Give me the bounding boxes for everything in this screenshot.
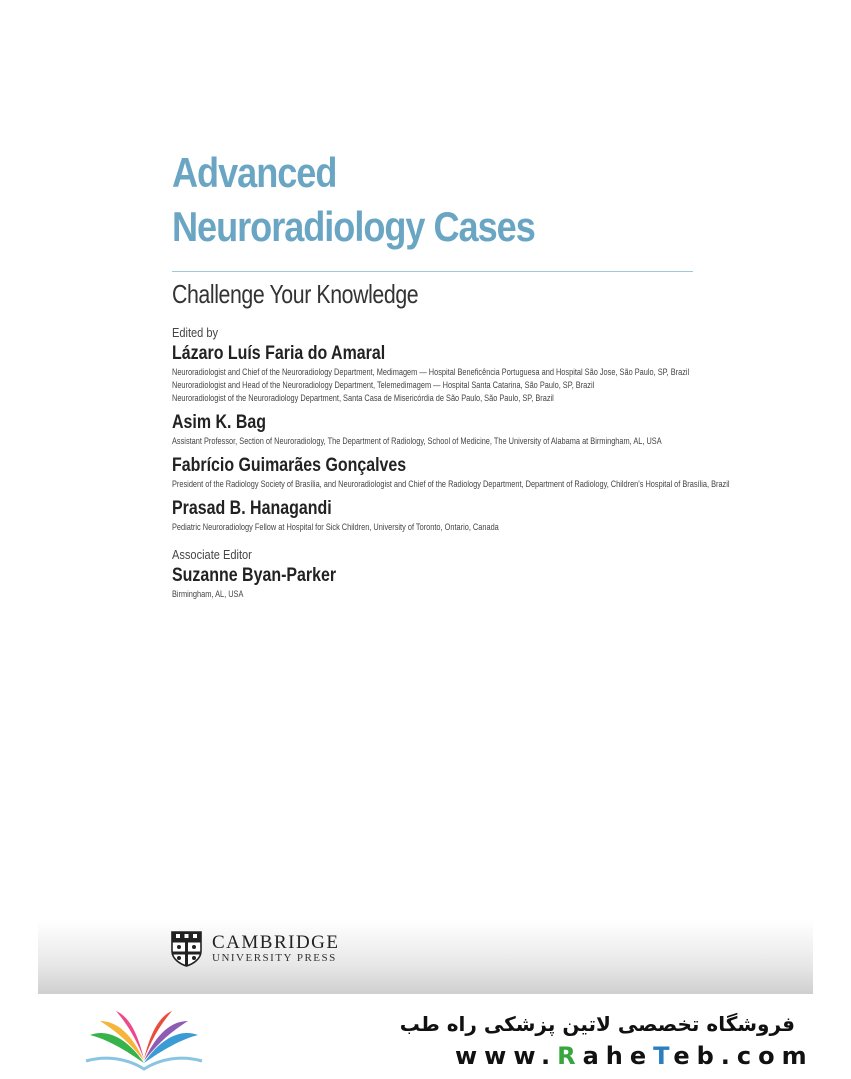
editor-block [172, 497, 812, 534]
cambridge-shield-icon [171, 931, 202, 967]
shop-title: فروشگاه تخصصی لاتین پزشکی راه طب [399, 1012, 795, 1036]
url-mid: ahe [582, 1042, 654, 1070]
footer-band [38, 920, 813, 994]
associate-editor-affiliation: Birmingham, AL, USA [172, 589, 244, 599]
edited-by-label: Edited by [172, 325, 219, 340]
associate-editor-block [172, 546, 812, 601]
editor-block [172, 454, 812, 491]
editor-block [172, 411, 812, 448]
associate-editor-name: Suzanne Byan-Parker [172, 565, 337, 586]
editor-name: Fabrício Guimarães Gonçalves [172, 455, 407, 476]
editor-affiliation: Neuroradiologist and Chief of the Neuroradiology Department, Medimagem — Hospital Beneficência Portuguesa and Hospital São Jose, São Paulo, SP, Brazil [172, 367, 690, 377]
editor-affiliation: Neuroradiologist and Head of the Neuroradiology Department, Telemedimagem — Hospital Santa Catarina, São Paulo, SP, Brazil [172, 380, 595, 390]
editor-affiliation: President of the Radiology Society of Brasília, and Neuroradiologist and Chief of the Radiology Department, Department of Radiology, Children's Hospital of Brasília, Brazil [172, 479, 730, 489]
open-book-logo-icon [82, 1005, 206, 1071]
url-letter-r: R [557, 1042, 583, 1070]
editor-name: Prasad B. Hanagandi [172, 498, 332, 519]
editors-section [172, 324, 812, 601]
url-prefix: www. [455, 1042, 558, 1070]
book-title-line-1: Advanced [172, 149, 337, 196]
book-title-line-2: Neuroradiology Cases [172, 203, 535, 250]
editor-affiliation: Pediatric Neuroradiology Fellow at Hospital for Sick Children, University of Toronto, Ontario, Canada [172, 522, 499, 532]
book-subtitle: Challenge Your Knowledge [172, 279, 419, 309]
publisher-name: CAMBRIDGE [212, 932, 340, 953]
book-title [172, 146, 535, 254]
url-letter-t: T [653, 1042, 674, 1070]
publisher-subname: UNIVERSITY PRESS [212, 952, 337, 964]
editor-affiliation: Assistant Professor, Section of Neuroradiology, The Department of Radiology, School of Medicine, The University of Alabama at Birmingham, AL, USA [172, 436, 662, 446]
shop-url[interactable] [455, 1042, 814, 1070]
associate-editor-label: Associate Editor [172, 547, 252, 562]
editor-name: Asim K. Bag [172, 412, 267, 433]
editor-name: Lázaro Luís Faria do Amaral [172, 343, 386, 364]
url-suffix: eb.com [673, 1042, 814, 1070]
publisher-logo [171, 931, 340, 967]
title-divider [172, 271, 693, 272]
editor-affiliation: Neuroradiologist of the Neuroradiology Department, Santa Casa de Misericórdia de São Paulo, São Paulo, SP, Brazil [172, 393, 554, 403]
editor-block [172, 342, 812, 405]
